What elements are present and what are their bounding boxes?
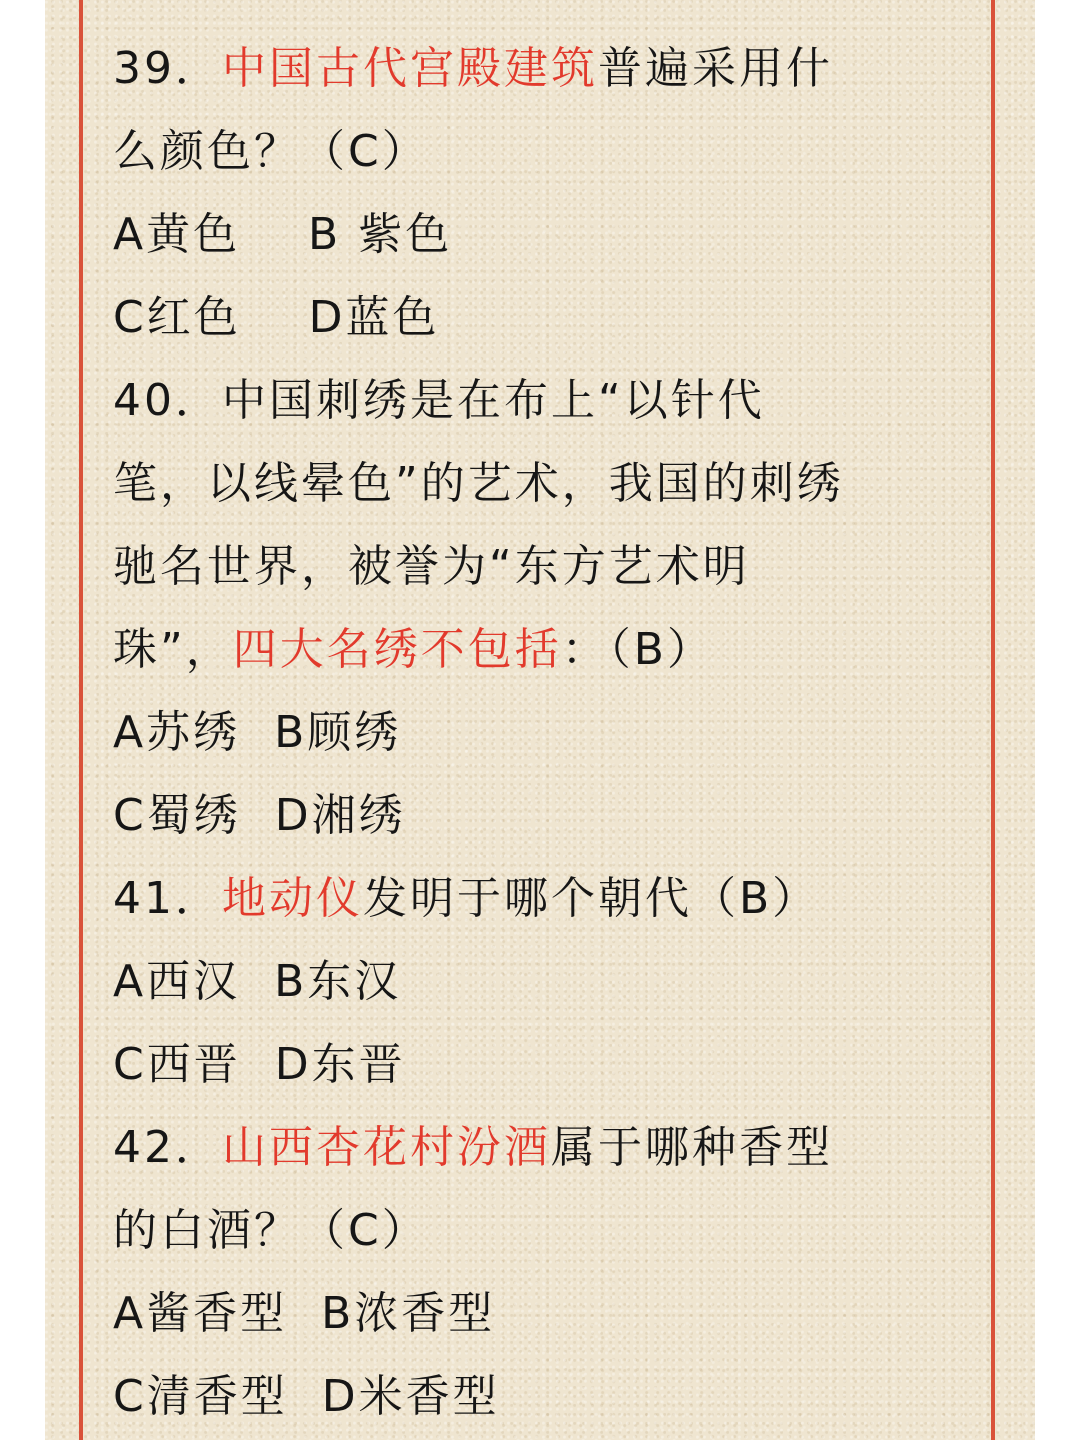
question-41-topic: 地动仪	[222, 873, 363, 924]
right-border-line	[991, 0, 995, 1440]
question-41-number: 41．	[113, 873, 222, 924]
quiz-page	[45, 0, 1035, 1440]
question-40-line-2: 笔，以线晕色”的艺术，我国的刺绣	[113, 458, 844, 509]
question-41-text: 发明于哪个朝代（B）	[363, 873, 820, 924]
question-40-options-cd: C蜀绣 D湘绣	[113, 790, 406, 841]
question-39-text: 普遍采用什	[598, 43, 833, 94]
question-42-options-cd: C清香型 D米香型	[113, 1371, 500, 1422]
question-41-line-1	[113, 857, 973, 940]
question-40-line-4	[113, 608, 973, 691]
question-42-number: 42．	[113, 1122, 222, 1173]
question-42-options-ab: A酱香型 B浓香型	[113, 1288, 496, 1339]
left-border-line	[79, 0, 83, 1440]
question-39-options-ab: A黄色 B 紫色	[113, 209, 453, 260]
question-40-topic: 四大名绣不包括	[232, 624, 562, 675]
question-41-options-ab: A西汉 B东汉	[113, 956, 402, 1007]
question-39-line-1	[113, 27, 973, 110]
question-40-options-ab: A苏绣 B顾绣	[113, 707, 402, 758]
question-39-number: 39．	[113, 43, 222, 94]
question-39-topic: 中国古代宫殿建筑	[222, 43, 598, 94]
question-41-options-cd: C西晋 D东晋	[113, 1039, 406, 1090]
question-39-line-2: 么颜色？（C）	[113, 126, 429, 177]
question-42-line-2: 的白酒？（C）	[113, 1205, 429, 1256]
question-40-prefix: 珠”，	[113, 624, 233, 675]
question-42-topic: 山西杏花村汾酒	[222, 1122, 551, 1173]
question-39-options-cd: C红色 D蓝色	[113, 292, 440, 343]
question-40-line-1: 40．中国刺绣是在布上“以针代	[113, 375, 765, 426]
quiz-content	[113, 27, 973, 1438]
question-40-line-3: 驰名世界，被誉为“东方艺术明	[113, 541, 750, 592]
question-40-answer: ：（B）	[561, 624, 714, 675]
question-42-text: 属于哪种香型	[551, 1122, 833, 1173]
question-42-line-1	[113, 1106, 973, 1189]
